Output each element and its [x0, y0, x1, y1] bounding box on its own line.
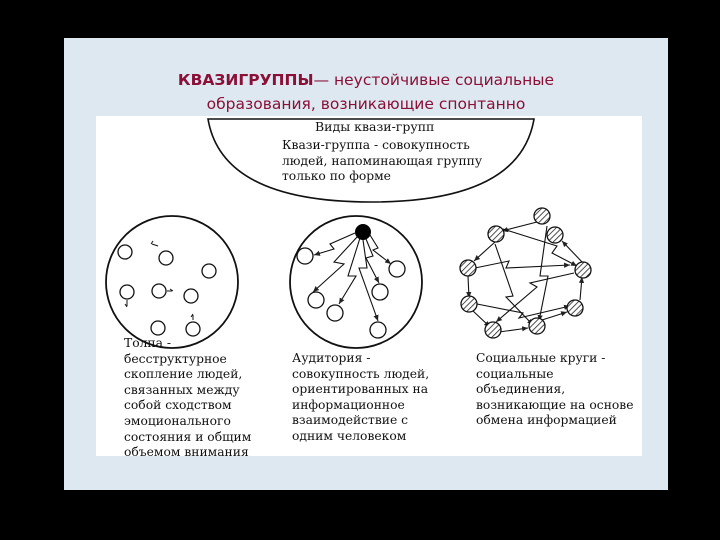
crowd-caption: Толпа - бесструктурное скопление людей, связанных между собой сходством эмоционального состояния и общим объемом внимания — [124, 336, 252, 460]
social-circles-caption: Социальные круги - социальные объединения, возникающие на основе обмена информацией — [476, 351, 634, 428]
listener — [370, 322, 386, 338]
title-definition-start: — неустойчивые социальные — [313, 71, 555, 89]
member-node — [534, 208, 550, 224]
title-term: КВАЗИГРУППЫ — [177, 71, 314, 89]
listener — [389, 261, 405, 277]
member-node — [575, 262, 591, 278]
listener — [327, 305, 343, 321]
crowd-person — [186, 322, 200, 336]
member-node — [567, 300, 583, 316]
slide-title — [64, 68, 668, 116]
crowd-person — [120, 285, 134, 299]
diagram-header: Виды квази-групп — [315, 119, 435, 134]
member-node — [460, 260, 476, 276]
title-line-2: образования, возникающие спонтанно — [206, 95, 526, 113]
crowd-person — [202, 264, 216, 278]
crowd-person — [184, 289, 198, 303]
social-circles-diagram — [460, 208, 591, 338]
listener — [308, 292, 324, 308]
member-node — [485, 322, 501, 338]
member-node — [488, 226, 504, 242]
audience-diagram — [290, 216, 422, 348]
diagram-panel — [96, 116, 642, 460]
crowd-person — [151, 321, 165, 335]
listener — [372, 284, 388, 300]
crowd-person — [118, 245, 132, 259]
member-node — [461, 296, 477, 312]
crowd-diagram — [106, 216, 238, 348]
title-line-1 — [64, 68, 668, 92]
crowd-person — [152, 284, 166, 298]
slide — [64, 38, 668, 490]
quasi-group-definition: Квази-группа - совокупность людей, напоминающая группу только по форме — [282, 138, 483, 184]
member-node — [547, 227, 563, 243]
member-node — [529, 318, 545, 334]
listener — [297, 248, 313, 264]
crowd-person — [159, 251, 173, 265]
speaker-dot — [355, 224, 371, 240]
audience-caption: Аудитория - совокупность людей, ориентированных на информационное взаимодействие с одним человеком — [292, 351, 430, 443]
